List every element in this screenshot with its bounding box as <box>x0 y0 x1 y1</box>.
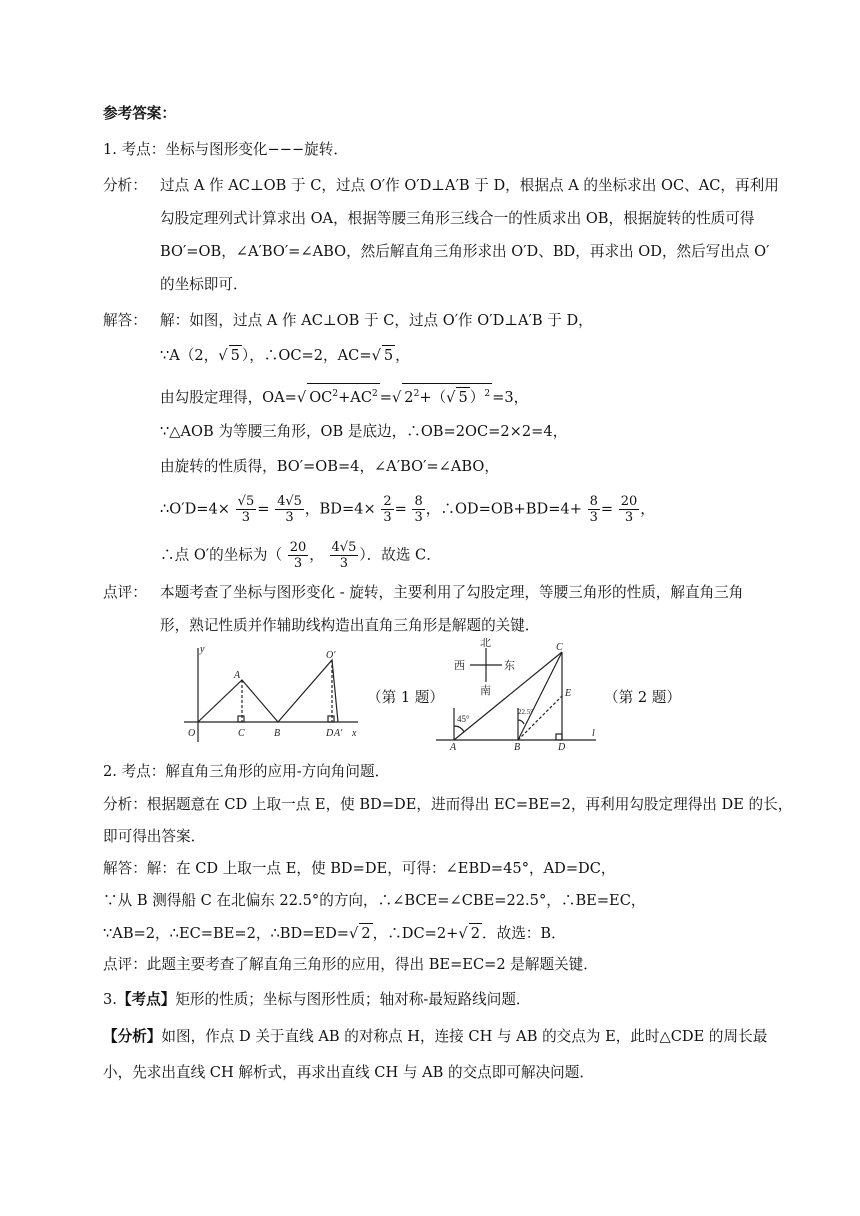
q3-analysis-line-2: 小，先求出直线 CH 解析式，再求出直线 CH 与 AB 的交点即可解决问题． <box>103 1064 594 1081</box>
fig2-angle-45: 45° <box>457 714 470 724</box>
fig1-label-x: x <box>352 728 357 739</box>
q1-analysis-line-3: BO′=OB，∠A′BO′=∠ABO，然后解直角三角形求出 O′D、BD，再求出 OD，然后写出点 O′ <box>160 243 770 260</box>
fig1-label-o-prime: O′ <box>326 650 336 661</box>
fig1-label-c: C <box>238 728 245 739</box>
fig2-label-d: D <box>558 742 566 752</box>
q1-title: 1. 考点：坐标与图形变化−−−旋转． <box>103 141 348 158</box>
q3-analysis-line-1: 【分析】如图，作点 D 关于直线 AB 的对称点 H，连接 CH 与 AB 的交点为 E，此时△CDE 的周长最 <box>103 1028 768 1045</box>
fig2-label-b: B <box>514 742 521 752</box>
q1-solution-line-1: 解：如图，过点 A 作 AC⊥OB 于 C，过点 O′作 O′D⊥A′B 于 D， <box>160 312 593 329</box>
q1-analysis-line-2: 勾股定理列式计算求出 OA，根据等腰三角形三线合一的性质求出 OB，根据旋转的性质可得 <box>160 210 755 227</box>
q2-analysis-line-2: 即可得出答案． <box>103 828 206 845</box>
q2-comment: 点评：此题主要考查了解直角三角形的应用，得出 BE=EC=2 是解题关键． <box>103 956 598 973</box>
q2-solution-line-1: 解答：解：在 CD 上取一点 E，使 BD=DE，可得：∠EBD=45°，AD=DC， <box>103 860 616 877</box>
q2-title: 2. 考点：解直角三角形的应用-方向角问题． <box>103 763 390 780</box>
fig1-label-y: y <box>200 644 205 655</box>
q1-analysis-line-1: 过点 A 作 AC⊥OB 于 C，过点 O′作 O′D⊥A′B 于 D，根据点 A 的坐标求出 OC、AC，再利用 <box>160 177 779 194</box>
fig1-label-o: O <box>188 728 196 739</box>
q2-solution-line-3: ∵AB=2，∴EC=BE=2，∴BD=ED=√ 2 ，∴DC=2+√ 2 ．故选：B． <box>103 925 566 942</box>
fig2-compass-south: 南 <box>480 685 491 697</box>
q1-comment-line-2: 形，熟记性质并作辅助线构造出直角三角形是解题的关键． <box>160 617 540 634</box>
fig1-label-b: B <box>274 728 281 739</box>
fig1-right-angle-c <box>238 716 244 722</box>
q2-solution-line-2: ∵从 B 测得船 C 在北偏东 22.5°的方向，∴∠BCE=∠CBE=22.5°，∴BE=EC， <box>103 892 646 909</box>
q1-solution-line-4: ∵△AOB 为等腰三角形，OB 是底边，∴OB=2OC=2×2=4， <box>160 423 568 440</box>
q1-solution-line-6: ∴O′D=4× $\frac{√5}{3}$ = $\frac{4√5}{3}$ ，BD=4× $\frac{2}{3}$ = $\frac{8}{3}$ ，∴OD=OB+BD=4+ $\frac{8}{3}$ = $\frac{20}{3}$ ， <box>160 494 655 525</box>
fig2-angle-45-arc <box>454 726 464 732</box>
fig2-label-e: E <box>565 688 572 699</box>
fig1-label-d: D <box>326 728 334 739</box>
fig2-label-a: A <box>450 742 457 752</box>
fig1-label-a-prime: A′ <box>334 728 343 739</box>
q2-analysis-line-1: 分析：根据题意在 CD 上取一点 E，使 BD=DE，进而得出 EC=BE=2，再利用勾股定理得出 DE 的长， <box>103 796 793 813</box>
figure-2 <box>434 638 600 752</box>
fig2-right-angle-d <box>556 734 562 740</box>
q1-solution-line-2: ∵A（2，√ 5 ），∴OC=2，AC=√ 5 ， <box>160 347 410 364</box>
fig1-caption: （第 1 题） <box>367 689 444 706</box>
q1-solution-line-5: 由旋转的性质得，BO′=OB=4，∠A′BO′=∠ABO， <box>160 458 499 475</box>
q1-comment-label: 点评： <box>103 584 147 601</box>
fig2-bc <box>518 652 562 740</box>
q1-analysis-label: 分析： <box>103 177 147 194</box>
answer-heading: 参考答案： <box>103 105 176 122</box>
fig2-label-c: C <box>556 642 563 653</box>
fig2-angle-22-arc <box>518 720 524 724</box>
fig1-label-a: A <box>234 670 241 681</box>
fig2-compass-west: 西 <box>454 660 465 672</box>
fig1-triangle-a-b-o <box>278 660 338 722</box>
q1-comment-line-1: 本题考查了坐标与图形变化 - 旋转，主要利用了勾股定理，等腰三角形的性质，解直角三角 <box>160 584 744 601</box>
fig2-caption: （第 2 题） <box>604 689 681 706</box>
fig2-label-l: l <box>592 728 595 739</box>
q1-solution-label: 解答： <box>103 312 147 329</box>
figure-1 <box>180 642 362 746</box>
q1-analysis-line-4: 的坐标即可． <box>160 276 248 293</box>
q1-solution-line-3: 由勾股定理得，OA=√ $OC^2+AC^2$ =√ $2^2+(√$ 5 ）$^2$ =3， <box>160 383 528 408</box>
q1-solution-line-7: ∴点 O′的坐标为（ $\frac{20}{3}$ ， $\frac{4√5}{3}$ ）．故选 C． <box>160 540 441 571</box>
q3-title: 3.【考点】矩形的性质；坐标与图形性质；轴对称-最短路线问题． <box>103 991 531 1008</box>
fig1-right-angle-d <box>328 716 334 722</box>
fig2-compass-north: 北 <box>480 638 491 649</box>
fig2-compass-east: 东 <box>504 660 515 672</box>
fig2-angle-22: 22.5° <box>518 708 534 716</box>
